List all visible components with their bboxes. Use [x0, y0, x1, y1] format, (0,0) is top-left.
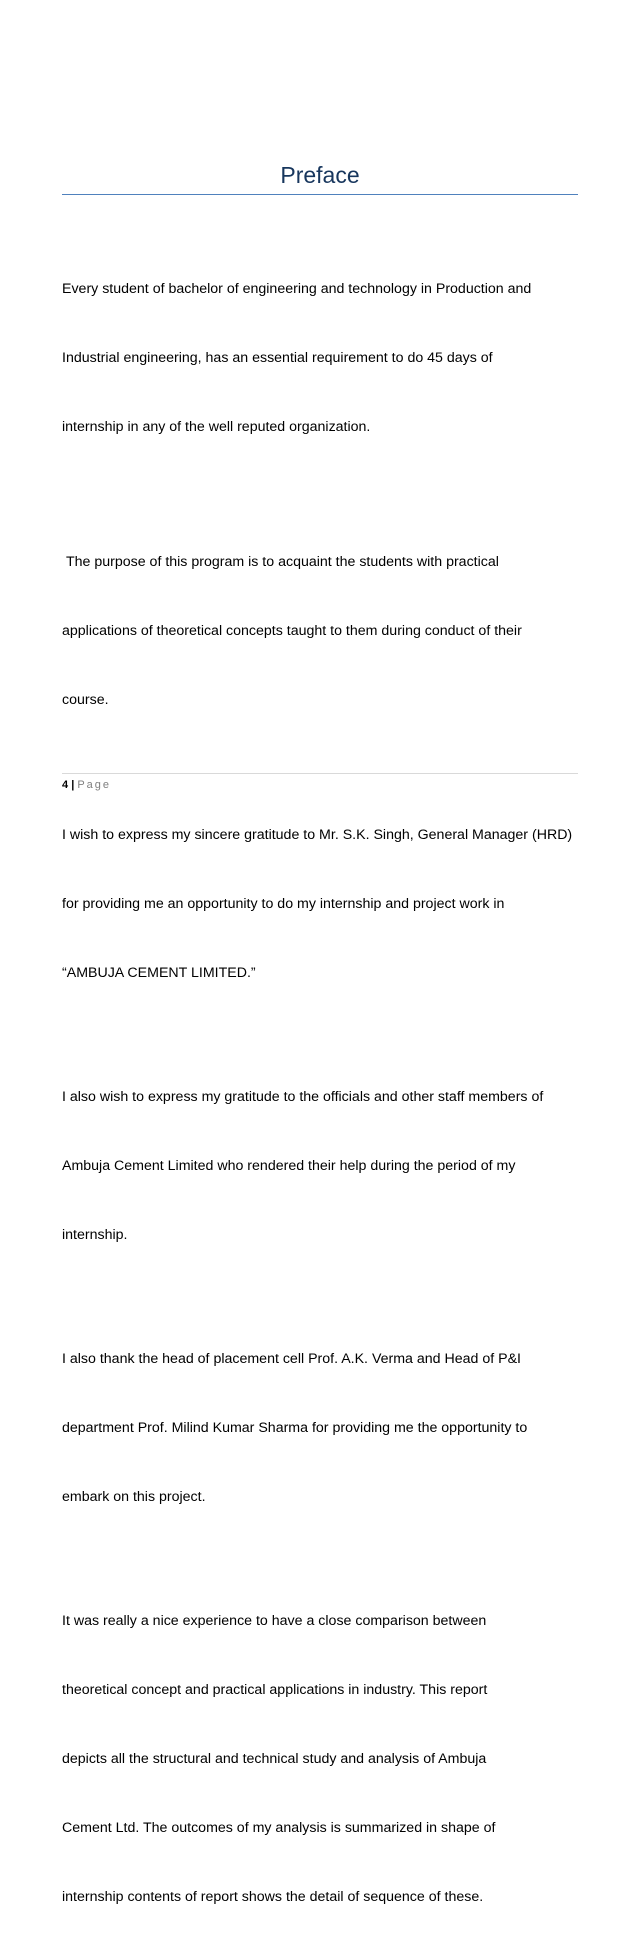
page-label: Page [77, 779, 112, 791]
document-body [62, 232, 578, 1955]
page-title: Preface [280, 162, 360, 188]
text-line: depicts all the structural and technical study and analysis of Ambuja [62, 1751, 487, 1767]
paragraph-purpose [62, 505, 578, 758]
text-line: course. [62, 692, 109, 708]
text-line: It was really a nice experience to have a close comparison between [62, 1613, 487, 1629]
text-line: Ambuja Cement Limited who rendered their help during the period of my [62, 1158, 516, 1174]
text-line: “AMBUJA CEMENT LIMITED.” [62, 965, 256, 981]
paragraph-placement [62, 1302, 578, 1555]
text-line: internship in any of the well reputed organization. [62, 419, 371, 435]
page-footer [62, 778, 111, 792]
text-line: The purpose of this program is to acquaint the students with practical [62, 554, 499, 570]
paragraph-experience [62, 1564, 578, 1955]
text-line: embark on this project. [62, 1489, 206, 1505]
title-underline [62, 194, 578, 195]
text-line: I also thank the head of placement cell Prof. A.K. Verma and Head of P&I [62, 1351, 522, 1367]
text-line: department Prof. Milind Kumar Sharma for providing me the opportunity to [62, 1420, 528, 1436]
text-line: Industrial engineering, has an essential requirement to do 45 days of [62, 350, 493, 366]
paragraph-officials [62, 1040, 578, 1293]
paragraph-intro [62, 232, 578, 485]
text-line: for providing me an opportunity to do my internship and project work in [62, 896, 505, 912]
text-line: I also wish to express my gratitude to the officials and other staff members of [62, 1089, 544, 1105]
text-line: internship contents of report shows the detail of sequence of these. [62, 1889, 484, 1905]
text-line: internship. [62, 1227, 128, 1243]
footer-separator: | [71, 779, 75, 791]
footer-divider [62, 773, 578, 774]
text-line: theoretical concept and practical applications in industry. This report [62, 1682, 488, 1698]
text-line: I wish to express my sincere gratitude to Mr. S.K. Singh, General Manager (HRD) [62, 827, 573, 843]
page-number: 4 [62, 779, 69, 791]
text-line: Cement Ltd. The outcomes of my analysis is summarized in shape of [62, 1820, 496, 1836]
paragraph-gratitude [62, 778, 578, 1031]
text-line: Every student of bachelor of engineering and technology in Production and [62, 281, 532, 297]
text-line: applications of theoretical concepts taught to them during conduct of their [62, 623, 522, 639]
